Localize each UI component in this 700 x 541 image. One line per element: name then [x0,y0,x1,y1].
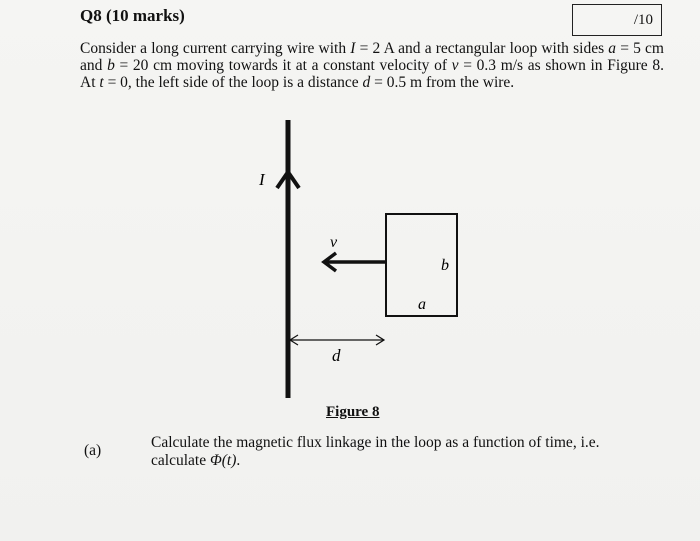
label-I: I [259,170,265,189]
intro-text-2: = 2 A and a rectangular loop with sides [355,40,609,57]
part-a-period: . [236,452,241,469]
var-t: t [99,74,104,91]
part-a-text [151,434,631,470]
intro-text-5: = 0.3 m/s as shown in Figure 8. At [80,57,664,91]
score-value: /10 [633,12,653,28]
intro-text-4: = 20 cm moving towards it at a constant velocity of [114,57,452,74]
var-d: d [362,74,371,91]
intro-text-3: = 5 cm and [80,40,664,74]
intro-text-7: = 0.5 m from the wire. [370,74,515,91]
part-a-line-1: Calculate the magnetic flux linkage in the loop as a function of time, i.e. [151,434,600,451]
var-a: a [608,40,617,57]
var-I: I [350,40,356,57]
phi-of-t: Φ(t) [209,452,237,469]
label-v: v [330,234,338,251]
label-b: b [441,257,449,274]
intro-text-6: = 0, the left side of the loop is a distance [103,74,363,91]
label-d: d [332,346,341,365]
part-a-line-2: calculate [151,452,210,469]
var-v: v [451,57,459,74]
part-a-label: (a) [84,442,102,459]
question-title: Q8 (10 marks) [80,6,185,25]
label-a: a [418,296,426,313]
var-b: b [107,57,115,74]
intro-text-1: Consider a long current carrying wire with [80,40,351,57]
figure-caption: Figure 8 [326,404,380,420]
